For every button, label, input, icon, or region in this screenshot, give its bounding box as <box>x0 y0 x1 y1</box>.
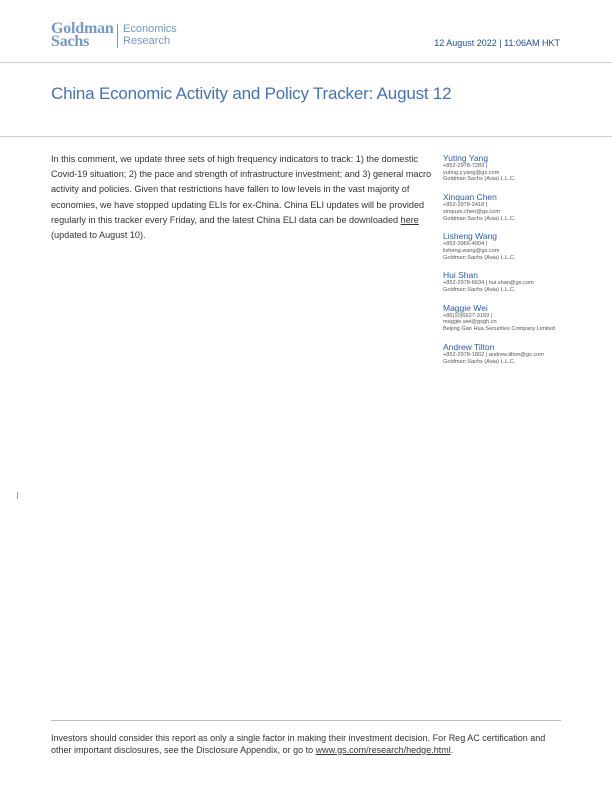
author-card <box>443 231 573 261</box>
author-firm: Goldman Sachs (Asia) L.L.C. <box>443 358 516 365</box>
logo-unit-line2: Research <box>123 35 171 47</box>
goldman-sachs-logo <box>51 20 177 50</box>
author-list <box>443 153 573 374</box>
title-divider <box>0 136 612 137</box>
author-name: Xinquan Chen <box>443 192 497 203</box>
author-phone: +86(10)6627-3169 | <box>443 312 493 319</box>
author-email[interactable]: lisheng.wang@gs.com <box>443 247 500 254</box>
disclosure-link[interactable]: www.gs.com/research/hedge.html <box>315 744 451 755</box>
report-title: China Economic Activity and Policy Tracker: August 12 <box>51 84 452 103</box>
author-name: Maggie Wei <box>443 302 488 313</box>
author-phone: +852-2978-7283 | <box>443 163 488 169</box>
author-phone-email[interactable]: +852-2978-1802 | andrew.tilton@gs.com <box>443 351 544 358</box>
author-email[interactable]: xinquan.chen@gs.com <box>443 208 500 215</box>
header-divider <box>0 62 612 63</box>
author-firm: Goldman Sachs (Asia) L.L.C. <box>443 176 516 183</box>
author-name: Yuting Yang <box>443 153 489 163</box>
author-email[interactable]: yuting.y.yang@gs.com <box>443 169 500 176</box>
author-firm: Goldman Sachs (Asia) L.L.C. <box>443 287 516 294</box>
author-name: Lisheng Wang <box>443 231 498 242</box>
author-email[interactable]: maggie.wei@gsgh.cn <box>443 319 497 326</box>
author-firm: Goldman Sachs (Asia) L.L.C. <box>443 254 516 261</box>
author-card <box>443 342 573 365</box>
logo-brand-line2: Sachs <box>51 33 90 50</box>
logo-unit-line1: Economics <box>123 23 177 35</box>
author-card <box>443 153 573 183</box>
summary-paragraph <box>51 152 433 243</box>
summary-text-end: (updated to August 10). <box>51 230 146 241</box>
author-name: Hui Shan <box>443 270 478 281</box>
author-phone: +852-2978-2418 | <box>443 202 488 209</box>
author-card <box>443 270 573 293</box>
eli-download-link[interactable]: here <box>400 214 419 225</box>
logo-divider <box>117 24 118 48</box>
author-phone: +852-3966-4004 | <box>443 241 488 248</box>
disclosure-note <box>51 733 551 756</box>
author-card <box>443 303 573 333</box>
summary-text: In this comment, we update three sets of high frequency indicators to track: 1) the domestic Covid-19 situation; 2) the pace and strength of infrastructure investment; and 3) general macro activity and policies. Given that restrictions have fallen to low levels in the vast majority of economies, we have stopped updating ELIs for ex-China. China ELI updates will be provided regularly in this tracker every Friday, and the latest China ELI data can be downloaded <box>51 154 432 225</box>
margin-mark <box>17 492 18 499</box>
author-firm: Beijing Gao Hua Securities Company Limited <box>443 326 555 333</box>
author-card <box>443 192 573 222</box>
logo-unit <box>123 23 177 47</box>
footer-divider <box>51 720 561 721</box>
logo-brand-line1: Goldman <box>51 20 114 37</box>
disclosure-text: Investors should consider this report as only a single factor in making their investment decision. For Reg AC certification and other important disclosures, see the Disclosure Appendix, or go to <box>51 733 546 755</box>
author-phone-email[interactable]: +852-2978-6634 | hui.shan@gs.com <box>443 280 534 287</box>
author-firm: Goldman Sachs (Asia) L.L.C. <box>443 215 516 222</box>
disclosure-end: . <box>450 744 454 755</box>
author-name: Andrew Tilton <box>443 341 495 352</box>
publish-datetime: 12 August 2022 | 11:06AM HKT <box>434 38 560 48</box>
